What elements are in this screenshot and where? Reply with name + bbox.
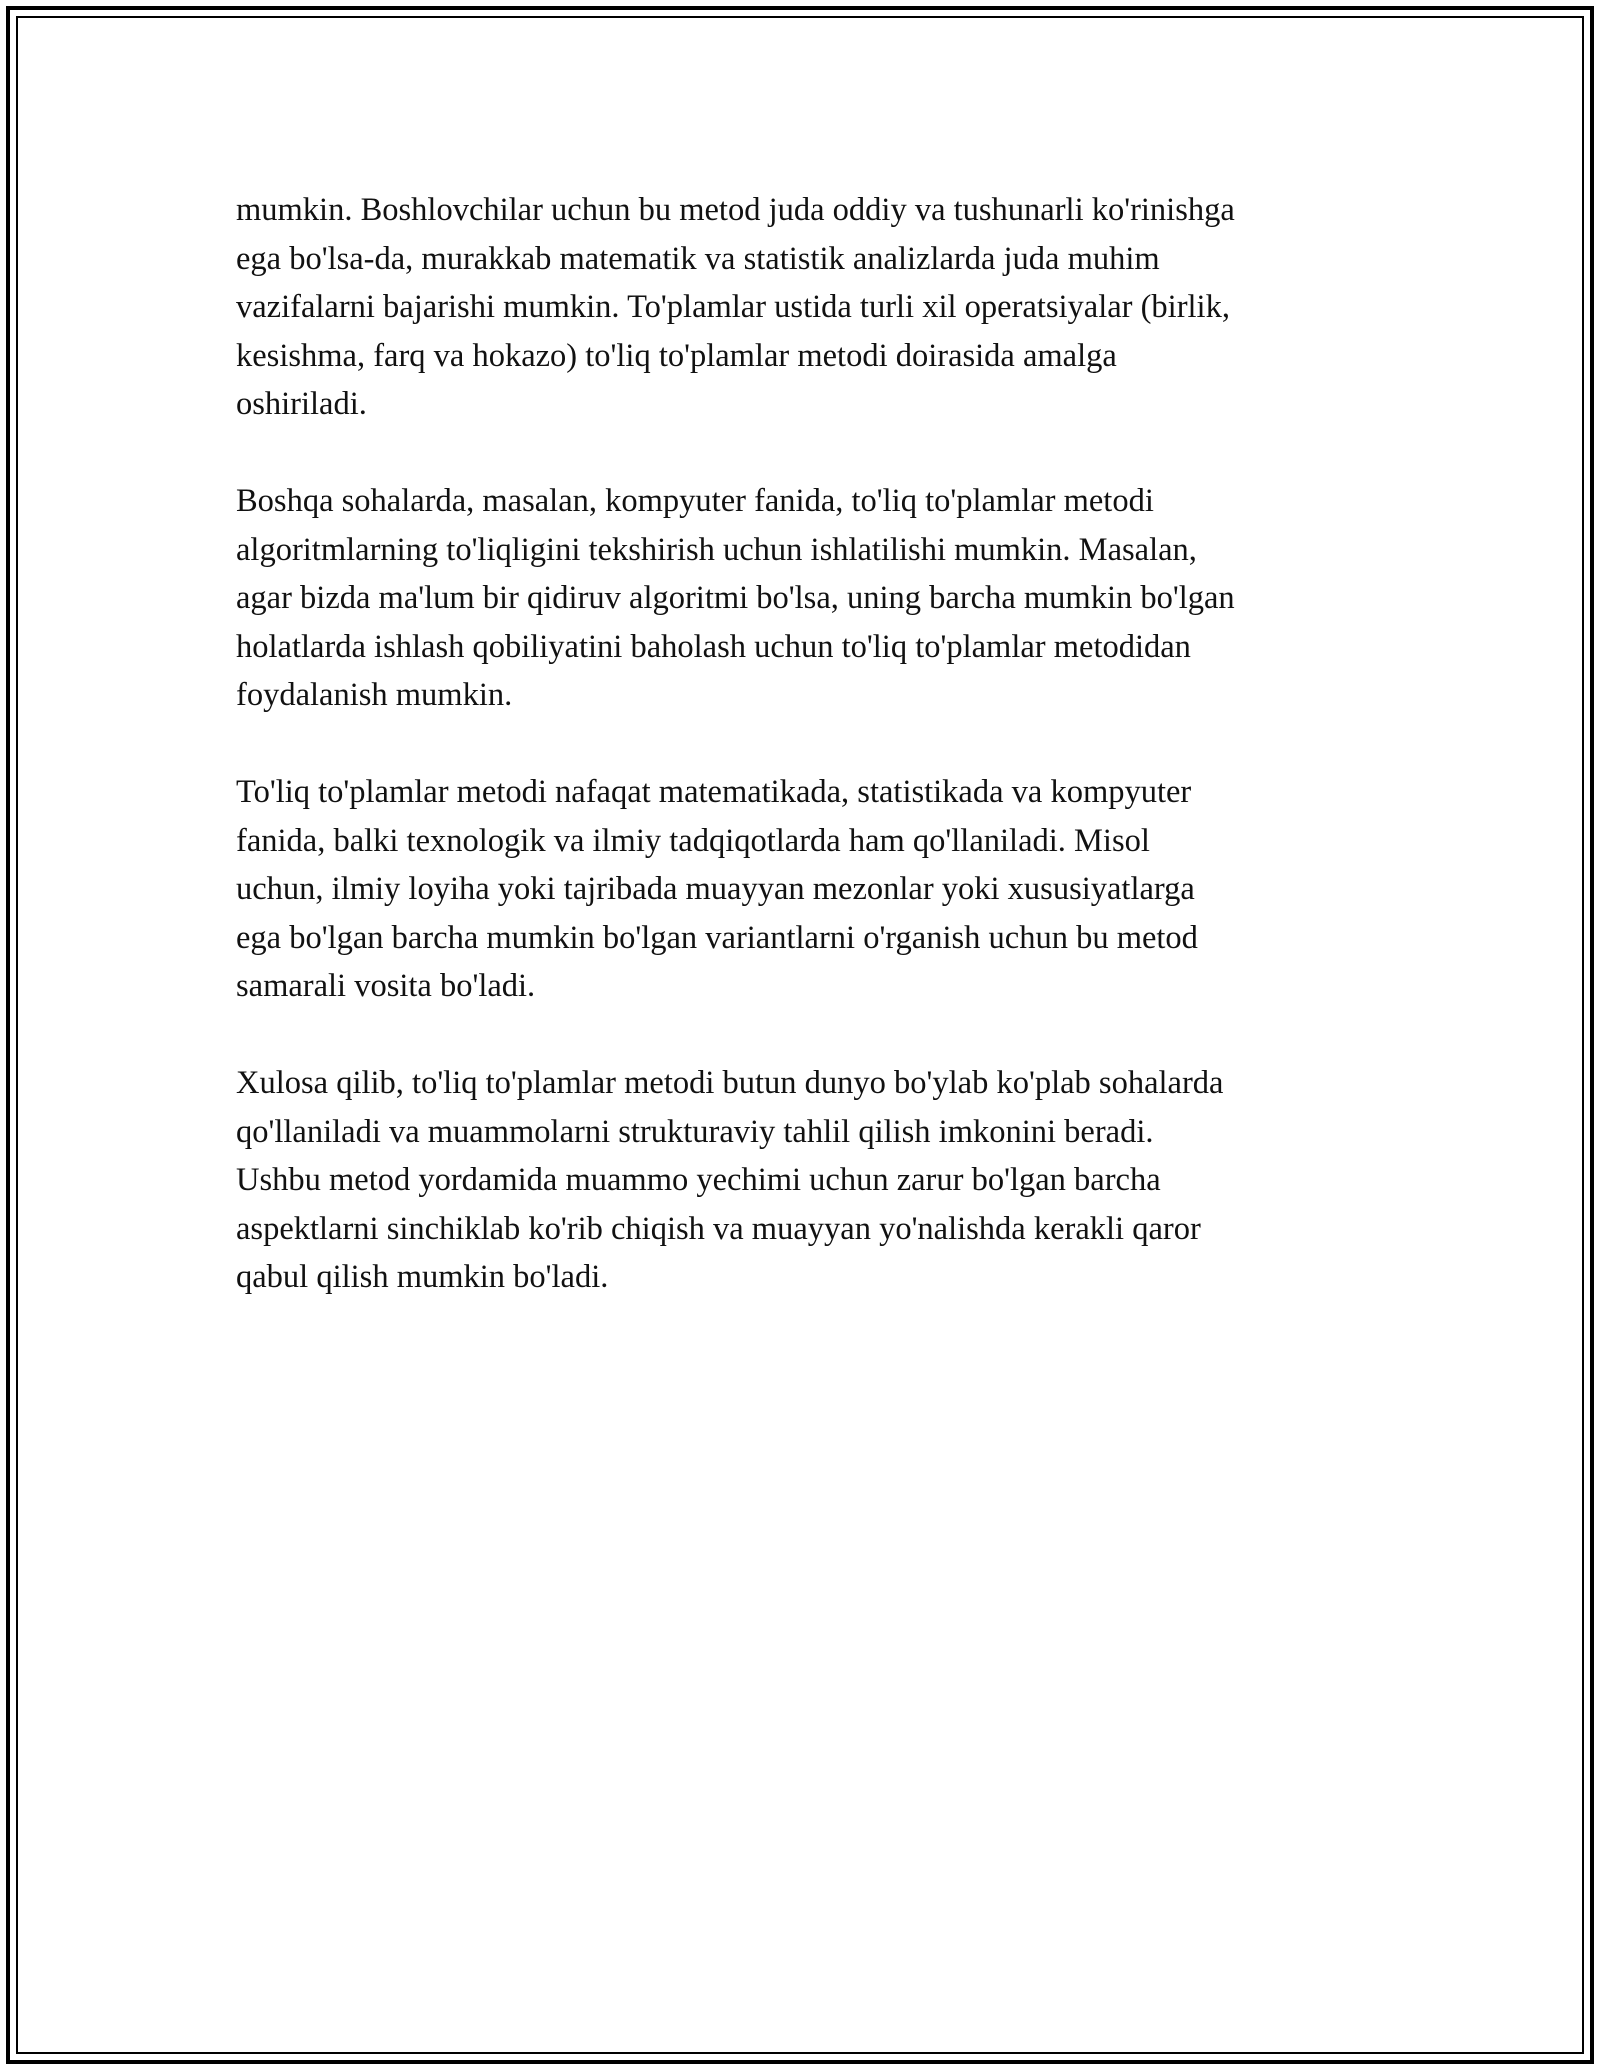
document-body [236, 186, 1376, 1350]
paragraph-1: mumkin. Boshlovchilar uchun bu metod juda oddiy va tushunarli ko'rinishga ega bo'lsa-da, murakkab matematik va statistik analizlarda juda muhim vazifalarni bajarishi mumkin. To'plamlar ustida turli xil operatsiyalar (birlik, kesishma, farq va hokazo) to'liq to'plamlar metodi doirasida amalga oshiriladi. [236, 192, 1235, 422]
paragraph-3: To'liq to'plamlar metodi nafaqat matematikada, statistikada va kompyuter fanida, balki texnologik va ilmiy tadqiqotlarda ham qo'llaniladi. Misol uchun, ilmiy loyiha yoki tajribada muayyan mezonlar yoki xususiyatlarga ega bo'lgan barcha mumkin bo'lgan variantlarni o'rganish uchun bu metod samarali vosita bo'ladi. [236, 774, 1198, 1004]
paragraph-4: Xulosa qilib, to'liq to'plamlar metodi butun dunyo bo'ylab ko'plab sohalarda qo'llaniladi va muammolarni strukturaviy tahlil qilish imkonini beradi. Ushbu metod yordamida muammo yechimi uchun zarur bo'lgan barcha aspektlarni sinchiklab ko'rib chiqish va muayyan yo'nalishda kerakli qaror qabul qilish mumkin bo'ladi. [236, 1065, 1224, 1295]
paragraph-2: Boshqa sohalarda, masalan, kompyuter fanida, to'liq to'plamlar metodi algoritmlarning to'liqligini tekshirish uchun ishlatilishi mumkin. Masalan, agar bizda ma'lum bir qidiruv algoritmi bo'lsa, uning barcha mumkin bo'lgan holatlarda ishlash qobiliyatini baholash uchun to'liq to'plamlar metodidan foydalanish mumkin. [236, 483, 1235, 713]
